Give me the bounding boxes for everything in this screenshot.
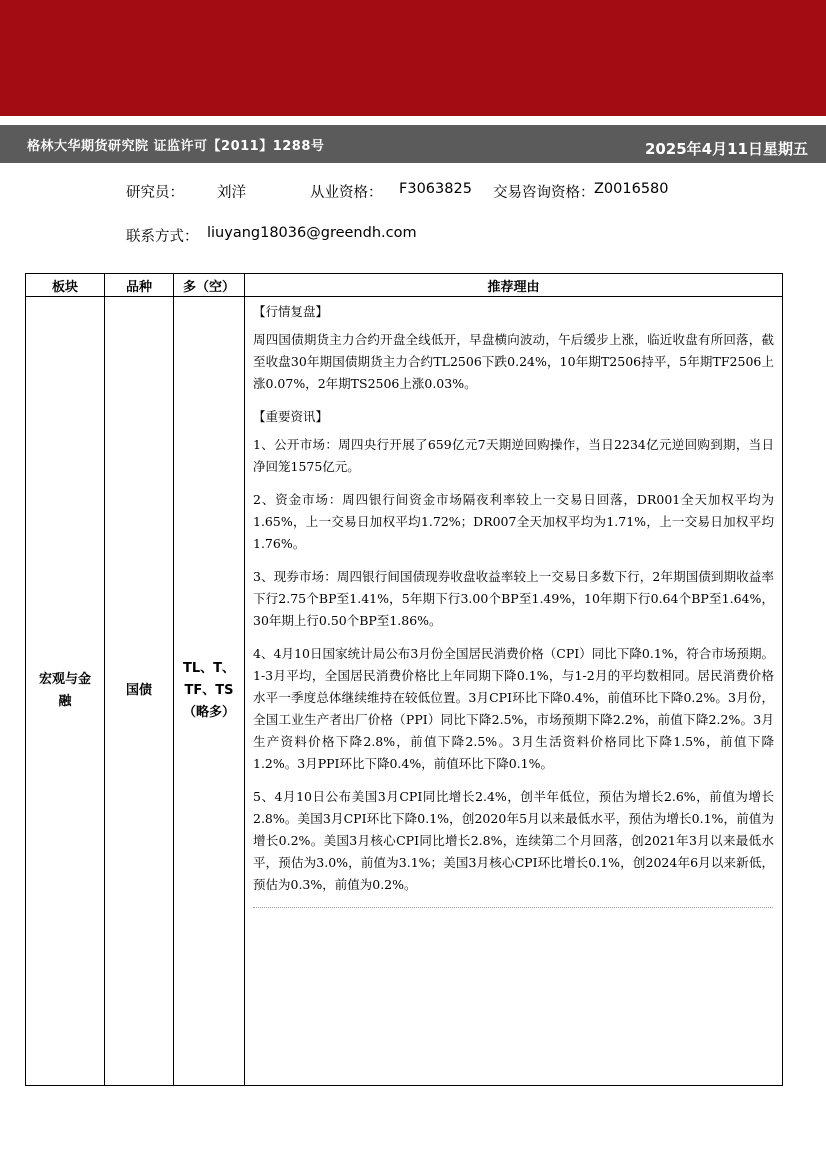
- news-item-3: 3、现券市场：周四银行间国债现券收盘收益率较上一交易日多数下行，2年期国债到期收益率下行2.75个BP至1.41%，5年期下行3.00个BP至1.49%，10年期下行0.64个BP至1.64%，30年期上行0.50个BP至1.86%。: [253, 569, 774, 628]
- direction-line-2: TF、TS: [184, 683, 234, 698]
- sector-text: 宏观与金融: [38, 672, 91, 709]
- direction-cell: [174, 297, 245, 1086]
- table-header-row: [26, 274, 783, 297]
- direction-line-1: TL、T、: [182, 661, 236, 676]
- market-review-text: 周四国债期货主力合约开盘全线低开，早盘横向波动，午后缓步上涨，临近收盘有所回落，截至收盘30年期国债期货主力合约TL2506下跌0.24%，10年期T2506持平，5年期TF2506上涨0.07%，2年期TS2506上涨0.03%。: [253, 332, 774, 391]
- news-title: 【重要资讯】: [253, 409, 329, 424]
- dotted-divider: [253, 907, 773, 908]
- researcher-label: 研究员：: [126, 185, 184, 201]
- qualification-label: 从业资格：: [310, 185, 383, 201]
- header-sector: 板块: [26, 274, 105, 297]
- institute-license: 格林大华期货研究院 证监许可【2011】1288号: [27, 139, 325, 154]
- news-item-2: 2、资金市场：周四银行间资金市场隔夜利率较上一交易日回落，DR001全天加权平均为1.65%，上一交易日加权平均1.72%；DR007全天加权平均为1.71%，上一交易日加权平均1.76%。: [253, 492, 775, 551]
- market-review-title: 【行情复盘】: [253, 304, 329, 319]
- contact-label: 联系方式：: [126, 229, 199, 245]
- researcher-name: 刘洋: [217, 185, 246, 201]
- header-reason: 推荐理由: [245, 274, 783, 297]
- news-item-1: 1、公开市场：周四央行开展了659亿元7天期逆回购操作，当日2234亿元逆回购到期，当日净回笼1575亿元。: [253, 437, 774, 474]
- consulting-label: 交易咨询资格：: [493, 185, 595, 201]
- direction-line-3: （略多）: [182, 705, 235, 720]
- qualification-value: F3063825: [399, 181, 472, 197]
- top-banner: [0, 0, 826, 116]
- sector-cell: [26, 297, 105, 1086]
- table-row: [26, 297, 783, 1086]
- contact-email[interactable]: liuyang18036@greendh.com: [207, 225, 417, 241]
- recommendation-table: [25, 273, 783, 1086]
- variety-cell: 国债: [105, 297, 174, 1086]
- header-direction: 多（空）: [174, 274, 245, 297]
- consulting-value: Z0016580: [594, 181, 669, 197]
- header-variety: 品种: [105, 274, 174, 297]
- report-date: 2025年4月11日星期五: [644, 140, 808, 158]
- news-item-4: 4、4月10日国家统计局公布3月份全国居民消费价格（CPI）同比下降0.1%，符合市场预期。1-3月平均，全国居民消费价格比上年同期下降0.1%，与1-2月的平均数相同。居民消费价格水平一季度总体继续维持在较低位置。3月CPI环比下降0.4%，前值环比下降0.2%。3月份，全国工业生产者出厂价格（PPI）同比下降2.5%，市场预期下降2.2%，前值下降2.2%。3月生产资料价格下降2.8%，前值下降2.5%。3月生活资料价格同比下降1.5%，前值下降1.2%。3月PPI环比下降0.4%，前值环比下降0.1%。: [253, 646, 774, 771]
- news-item-5: 5、4月10日公布美国3月CPI同比增长2.4%，创半年低位，预估为增长2.6%，前值为增长2.8%。美国3月CPI环比下降0.1%，创2020年5月以来最低水平，预估为增长0.1%，前值为增长0.2%。美国3月核心CPI同比增长2.8%，连续第二个月回落，创2021年3月以来最低水平，预估为3.0%，前值为3.1%；美国3月核心CPI环比增长0.1%，创2024年6月以来新低，预估为0.3%，前值为0.2%。: [253, 789, 774, 892]
- header-bar: [0, 125, 826, 163]
- reason-cell: [245, 297, 783, 1086]
